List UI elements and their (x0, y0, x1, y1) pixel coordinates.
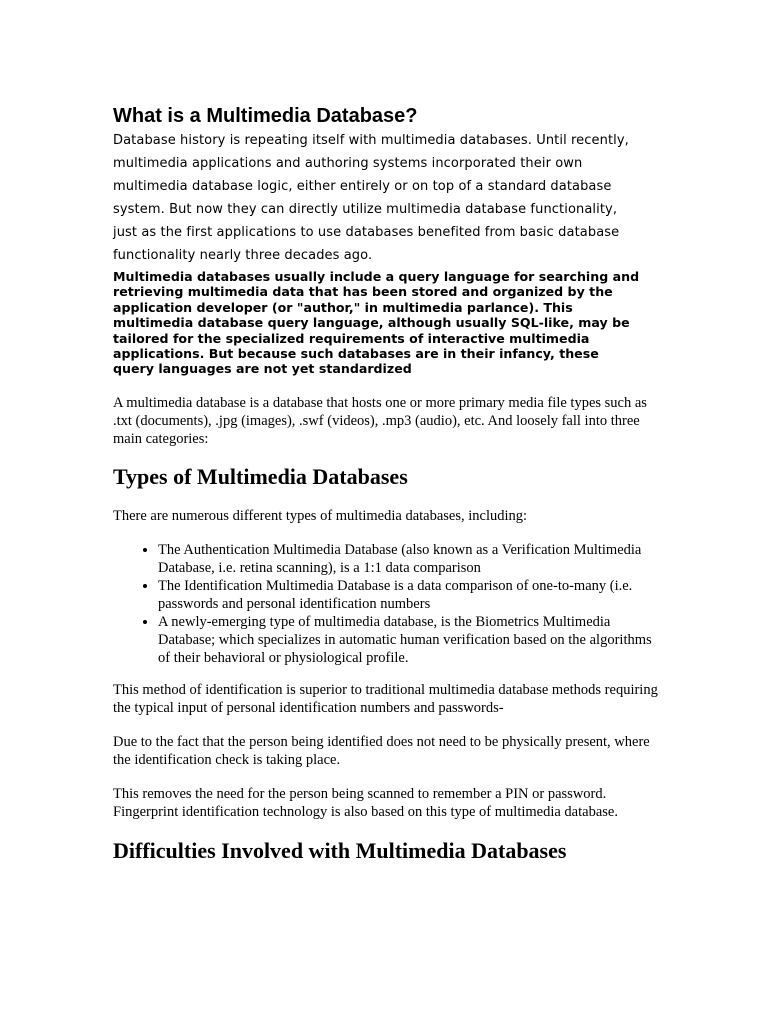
definition-paragraph: A multimedia database is a database that hosts one or more primary media file types such as .txt (documents), .jpg (images), .swf (videos), .mp3 (audio), etc. And loosely fall into three main categories: (113, 395, 647, 447)
list-item: • The Authentication Multimedia Database (also known as a Verification Multimedia Database, i.e. retina scanning), is a 1:1 data comparison (158, 541, 658, 577)
query-language-paragraph: Multimedia databases usually include a query language for searching and retrieving multimedia data that has been stored and organized by the application developer (or "author," in multimedia parlance). This multimedia database query language, although usually SQL-like, may be tailored for the specialized requirements of interactive multimedia applications. But because such databases are in their infancy, these query languages are not yet standardized (113, 269, 640, 377)
list-item: • The Identification Multimedia Database is a data comparison of one-to-many (i.e. passwords and personal identification numbers (158, 577, 658, 613)
main-heading: What is a Multimedia Database? (113, 105, 418, 127)
intro-paragraph: Database history is repeating itself with multimedia databases. Until recently, multimedia applications and authoring systems incorporated their own multimedia database logic, either entirely or on top of a standard database system. But now they can directly utilize multimedia database functionality, just as the first applications to use databases benefited from basic database functionality nearly three decades ago. (113, 133, 629, 263)
presence-paragraph: Due to the fact that the person being identified does not need to be physically present, where the identification check is taking place. (113, 734, 650, 768)
types-intro-paragraph: There are numerous different types of multimedia databases, including: (113, 508, 528, 524)
removes-paragraph: This removes the need for the person being scanned to remember a PIN or password. Fingerprint identification technology is also based on this type of multimedia database. (113, 786, 618, 820)
difficulties-heading: Difficulties Involved with Multimedia Databases (113, 838, 567, 863)
types-list (113, 541, 658, 667)
types-heading: Types of Multimedia Databases (113, 464, 408, 489)
method-paragraph: This method of identification is superior to traditional multimedia database methods requiring the typical input of personal identification numbers and passwords- (113, 682, 658, 716)
list-item: • A newly-emerging type of multimedia database, is the Biometrics Multimedia Database; which specializes in automatic human verification based on the algorithms of their behavioral or physiological profile. (158, 613, 658, 667)
